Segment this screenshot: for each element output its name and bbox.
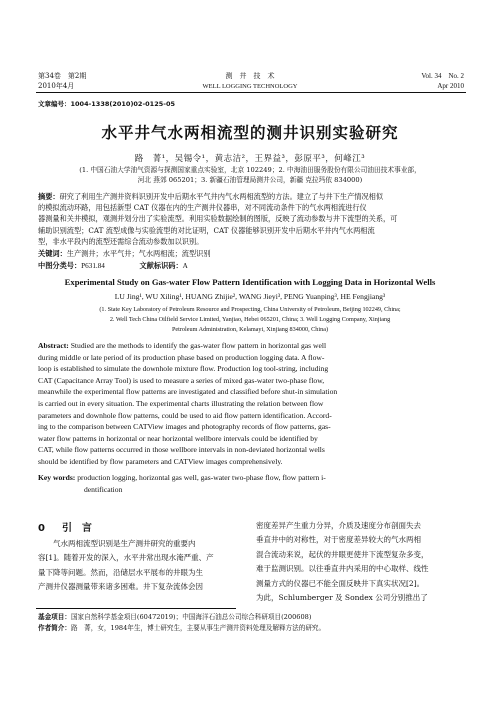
title-en: Experimental Study on Gas-water Flow Pattern Identification with Logging Data in Horizontal Wells — [64, 277, 436, 287]
keywords-cn — [38, 248, 211, 259]
intro-left-line: 气水两相流型识别是生产测井研究的重要内 — [38, 539, 196, 548]
header-vol-en: Vol. 34 No. 2 — [421, 72, 464, 80]
abstract-en-line: Studied are the methods to identify the gas-water flow pattern in horizontal gas well — [70, 341, 327, 350]
footnote-rule — [36, 608, 236, 609]
intro-right-line: 混合流动来说，起伏的井眼更使井下流型复杂多变， — [256, 549, 429, 559]
doc-code-value: A — [182, 262, 188, 270]
abstract-en-line: CAT, while flow patterns occurred in those wellbore intervals in non-deviated horizontal wells — [38, 445, 325, 455]
intro-left-column — [38, 537, 250, 595]
keywords-en-line: dentification — [84, 484, 123, 494]
footnote-author — [38, 623, 325, 634]
affiliation-line-1: (1. 中国石油大学油气资源与探测国家重点实验室，北京 102249；2. 中海油田服务股份有限公司油田技术事业部， — [79, 166, 421, 174]
abstract-cn-line: 器测量和关井模拟，观测并划分出了实验流型。利用实验数据绘制的图版，反映了流动参数与井下流型的关系，可 — [38, 214, 398, 224]
abstract-en-line: meanwhile the experimental flow patterns are investigated and classified before shut-in simulation — [38, 387, 338, 397]
authors-en: LU Jing¹, WU Xiling¹, HUANG Zhijie², WANG Jieyi³, PENG Yuanping³, HE Fengjiang³ — [114, 292, 386, 301]
affiliation-en-line-2: 2. Well Tech China Oilfield Service Limited, Yanjiao, Hebei 065201, China; 3. Well Logging Company, Xinjiang — [109, 316, 391, 323]
header-volume: 第34卷 第2期 — [38, 72, 87, 80]
abstract-en-line: loop is established to simulate the downhole mixture flow. Production log tool-string, including — [38, 364, 329, 374]
abstract-en-line: CAT (Capacitance Array Tool) is used to measure a series of mixed gas-water two-phase flow, — [38, 375, 325, 385]
section-title: 引 言 — [61, 523, 92, 534]
abstract-cn-label: 摘要： — [38, 192, 60, 201]
intro-left-line: 容[1]。随着开发的深入，水平井常出现水淹严重、产 — [38, 553, 214, 563]
section-heading — [38, 519, 92, 534]
header-rule — [36, 92, 466, 93]
authors: 路 菁¹，吴锡令¹，黄志洁²，王界益³，彭原平³，何峰江³ — [134, 154, 366, 164]
intro-right-line: 为此，Schlumberger 及 Sondex 公司分别推出了 — [256, 593, 428, 603]
footnote-author-text: 路 菁，女，1984年生，博士研究生，主要从事生产测井资料处理及解释方法的研究。 — [70, 624, 326, 632]
abstract-en-line: during middle or late period of its production phase based on production logging data. A flow- — [38, 352, 325, 362]
intro-right-line: 密度差异产生重力分异，介质及速度分布剖面失去 — [256, 521, 421, 530]
affiliation-en-line-1: (1. State Key Laboratory of Petroleum Resource and Prospecting, China University of Petroleum, Beijing 102249, China; — [99, 306, 401, 313]
abstract-en-line: parameters and downhole flow patterns, could be used to aid flow pattern identification. Accord- — [38, 410, 332, 420]
page-title: 水平井气水两相流型的测井识别实验研究 — [101, 124, 399, 142]
abstract-cn-line: 的模拟流动环路，用包括新型 CAT 仪器在内的生产测井仪器串，对不同流动条件下的气水两相流进行仪 — [38, 203, 367, 213]
abstract-cn-line: 型，非水平段内的流型还需综合流动参数加以识别。 — [38, 236, 204, 246]
footnote-author-label: 作者简介： — [38, 624, 71, 632]
intro-right-line: 垂直井中的对称性，对于密度差异较大的气水两相 — [256, 535, 421, 545]
article-id: 文章编号：1004-1338(2010)02-0125-05 — [38, 100, 175, 108]
abstract-cn-line: 研究了利用生产测井资料识别开发中后期水平气井内气水两相流型的方法。建立了与井下生产情况相似 — [59, 192, 384, 201]
intro-right-line: 测量方式的仪器已不能全面反映井下真实状况[2]。 — [256, 578, 425, 588]
abstract-en-line: water flow patterns in horizontal or near horizontal wellbore intervals could be identified by — [38, 433, 318, 443]
classification-row — [38, 260, 188, 272]
abstract-en-line: should be identified by flow parameters and CATView images comprehensively. — [38, 456, 283, 466]
intro-left-line: 产测井仪器测量带来诸多困难。井下复杂流体会因 — [38, 582, 203, 592]
abstract-en-label: Abstract: — [38, 341, 69, 350]
header-journal-cn: 测 井 技 术 — [225, 72, 275, 80]
header-date-en: Apr 2010 — [437, 82, 464, 90]
keywords-cn-text: 生产测井；水平气井；气水两相流；流型识别 — [66, 249, 211, 258]
classification-label: 中图分类号： — [38, 261, 82, 270]
intro-right-line: 难于监测识别。以往垂直井内采用的中心取样、线性 — [256, 564, 429, 574]
footnote-funding-label: 基金项目： — [38, 613, 71, 621]
keywords-en-label: Key words: — [38, 473, 76, 482]
abstract-en-line: ing to the comparison between CATView images and photography records of flow patterns, gas- — [38, 422, 331, 432]
header-journal-en: WELL LOGGING TECHNOLOGY — [202, 83, 298, 90]
affiliation-line-2: 河北 燕郊 065201；3. 新疆石油管理局测井公司，新疆 克拉玛依 834000) — [137, 176, 363, 184]
intro-right-column — [256, 519, 468, 605]
classification-value: P631.84 — [81, 262, 105, 270]
keywords-en — [38, 472, 466, 495]
header-date: 2010年4月 — [38, 82, 75, 90]
abstract-en-line: is carried out in every situation. The experimental charts illustrating the relation between flow — [38, 398, 324, 408]
footnote-funding-text: 国家自然科学基金项目(60472019)；中国海洋石油总公司综合科研项目(200608) — [70, 613, 312, 621]
keywords-cn-label: 关键词： — [38, 249, 67, 258]
abstract-cn-line: 辅助识别流型；CAT 流型成像与实验流型的对比证明，CAT 仪器能够识别开发中后期水平井内气水两相流 — [38, 225, 375, 235]
section-number: 0 — [38, 523, 45, 534]
affiliation-en-line-3: Petroleum Administration, Kelamayi, Xinjiang 834000, China) — [171, 326, 329, 333]
keywords-en-line: production logging, horizontal gas well, gas-water two-phase flow, flow pattern i- — [77, 473, 326, 482]
footnote-funding — [38, 612, 311, 623]
abstract-en — [38, 340, 466, 468]
abstract-cn — [38, 191, 466, 247]
intro-left-line: 量下降等问题。然而，沿储层水平展布的井眼为生 — [38, 567, 203, 577]
doc-code-label: 文献标识码： — [139, 261, 183, 270]
